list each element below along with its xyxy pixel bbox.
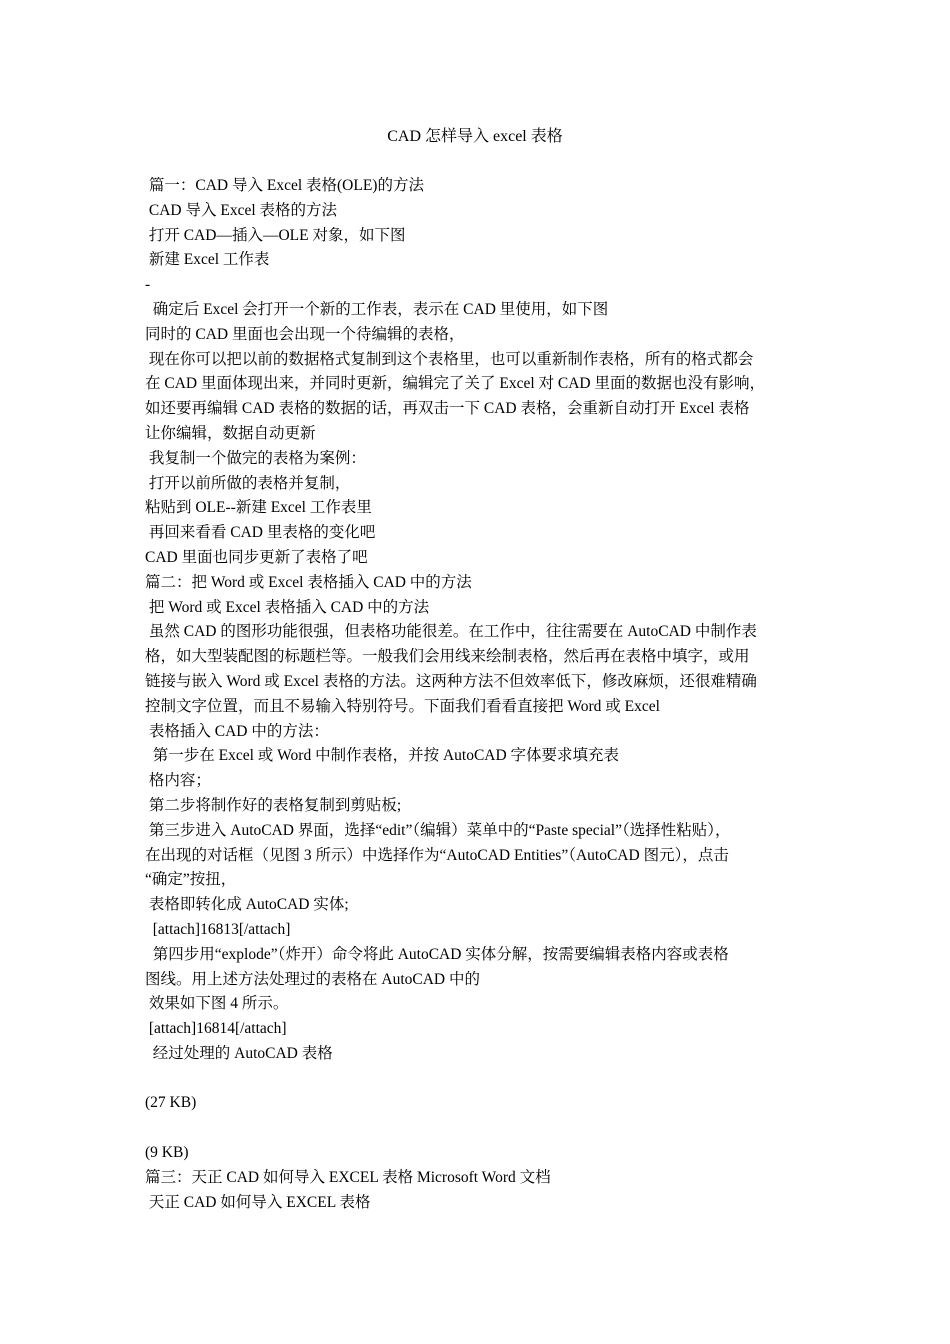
text-line: 虽然 CAD 的图形功能很强，但表格功能很差。在工作中，往往需要在 AutoCAD 中制作表: [145, 623, 757, 641]
text-line: 让你编辑，数据自动更新: [145, 424, 316, 442]
document-title: CAD 怎样导入 excel 表格: [387, 128, 563, 145]
text-line: 同时的 CAD 里面也会出现一个待编辑的表格，: [145, 325, 465, 343]
text-line: [attach]16814[/attach]: [145, 1020, 287, 1038]
text-line: 篇二：把 Word 或 Excel 表格插入 CAD 中的方法: [145, 573, 472, 591]
text-line: 控制文字位置，而且不易输入特别符号。下面我们看看直接把 Word 或 Excel: [145, 697, 660, 715]
text-line: 链接与嵌入 Word 或 Excel 表格的方法。这两种方法不但效率低下，修改麻烦，还很难精确: [145, 672, 757, 690]
text-line: CAD 导入 Excel 表格的方法: [145, 201, 338, 219]
text-line: 经过处理的 AutoCAD 表格: [145, 1044, 333, 1062]
text-line: 图线。用上述方法处理过的表格在 AutoCAD 中的: [145, 970, 480, 988]
blank-line: [145, 1067, 817, 1092]
text-line: 格内容；: [145, 772, 211, 790]
text-line: (27 KB): [145, 1094, 197, 1112]
text-line: 打开 CAD—插入—OLE 对象，如下图: [145, 226, 406, 244]
text-line: [attach]16813[/attach]: [145, 920, 291, 938]
text-line: 第四步用“explode”（炸开）命令将此 AutoCAD 实体分解，按需要编辑表格内容或表格: [145, 945, 729, 963]
text-line: 篇一：CAD 导入 Excel 表格(OLE)的方法: [145, 177, 424, 194]
text-line: CAD 里面也同步更新了表格了吧: [145, 548, 368, 566]
text-line: 表格插入 CAD 中的方法：: [145, 722, 329, 740]
text-line: 天正 CAD 如何导入 EXCEL 表格: [145, 1193, 371, 1211]
text-line: 现在你可以把以前的数据格式复制到这个表格里，也可以重新制作表格，所有的格式都会: [145, 350, 754, 368]
text-line: 第三步进入 AutoCAD 界面，选择“edit”（编辑）菜单中的“Paste special”（选择性粘贴），: [145, 821, 731, 839]
text-line: 确定后 Excel 会打开一个新的工作表，表示在 CAD 里使用，如下图: [145, 300, 609, 318]
text-line: (9 KB): [145, 1144, 189, 1162]
text-line: 把 Word 或 Excel 表格插入 CAD 中的方法: [145, 598, 430, 616]
text-line: 再回来看看 CAD 里表格的变化吧: [145, 524, 376, 542]
text-line: 如还要再编辑 CAD 表格的数据的话，再双击一下 CAD 表格，会重新自动打开 Excel 表格: [145, 400, 750, 418]
document-body: [145, 174, 817, 1215]
text-line: 我复制一个做完的表格为案例：: [145, 449, 366, 467]
text-line: 第一步在 Excel 或 Word 中制作表格，并按 AutoCAD 字体要求填充表: [145, 747, 620, 765]
text-line: 效果如下图 4 所示。: [145, 995, 289, 1013]
text-line: 新建 Excel 工作表: [145, 251, 270, 269]
text-line: 篇三：天正 CAD 如何导入 EXCEL 表格 Microsoft Word 文档: [145, 1168, 551, 1186]
text-line: 在 CAD 里面体现出来，并同时更新，编辑完了关了 Excel 对 CAD 里面的数据也没有影响，: [145, 375, 765, 393]
text-line: 打开以前所做的表格并复制，: [145, 474, 351, 492]
text-line: 粘贴到 OLE--新建 Excel 工作表里: [145, 499, 372, 517]
text-line: 表格即转化成 AutoCAD 实体;: [145, 896, 349, 914]
text-line: 第二步将制作好的表格复制到剪贴板;: [145, 796, 402, 814]
text-line: “确定”按扭，: [145, 871, 237, 889]
text-line: -: [145, 276, 151, 294]
text-line: 在出现的对话框（见图 3 所示）中选择作为“AutoCAD Entities”（AutoCAD 图元），点击: [145, 846, 729, 864]
text-line: 格，如大型装配图的标题栏等。一般我们会用线来绘制表格，然后再在表格中填字，或用: [145, 648, 750, 666]
blank-line: [145, 1116, 817, 1141]
